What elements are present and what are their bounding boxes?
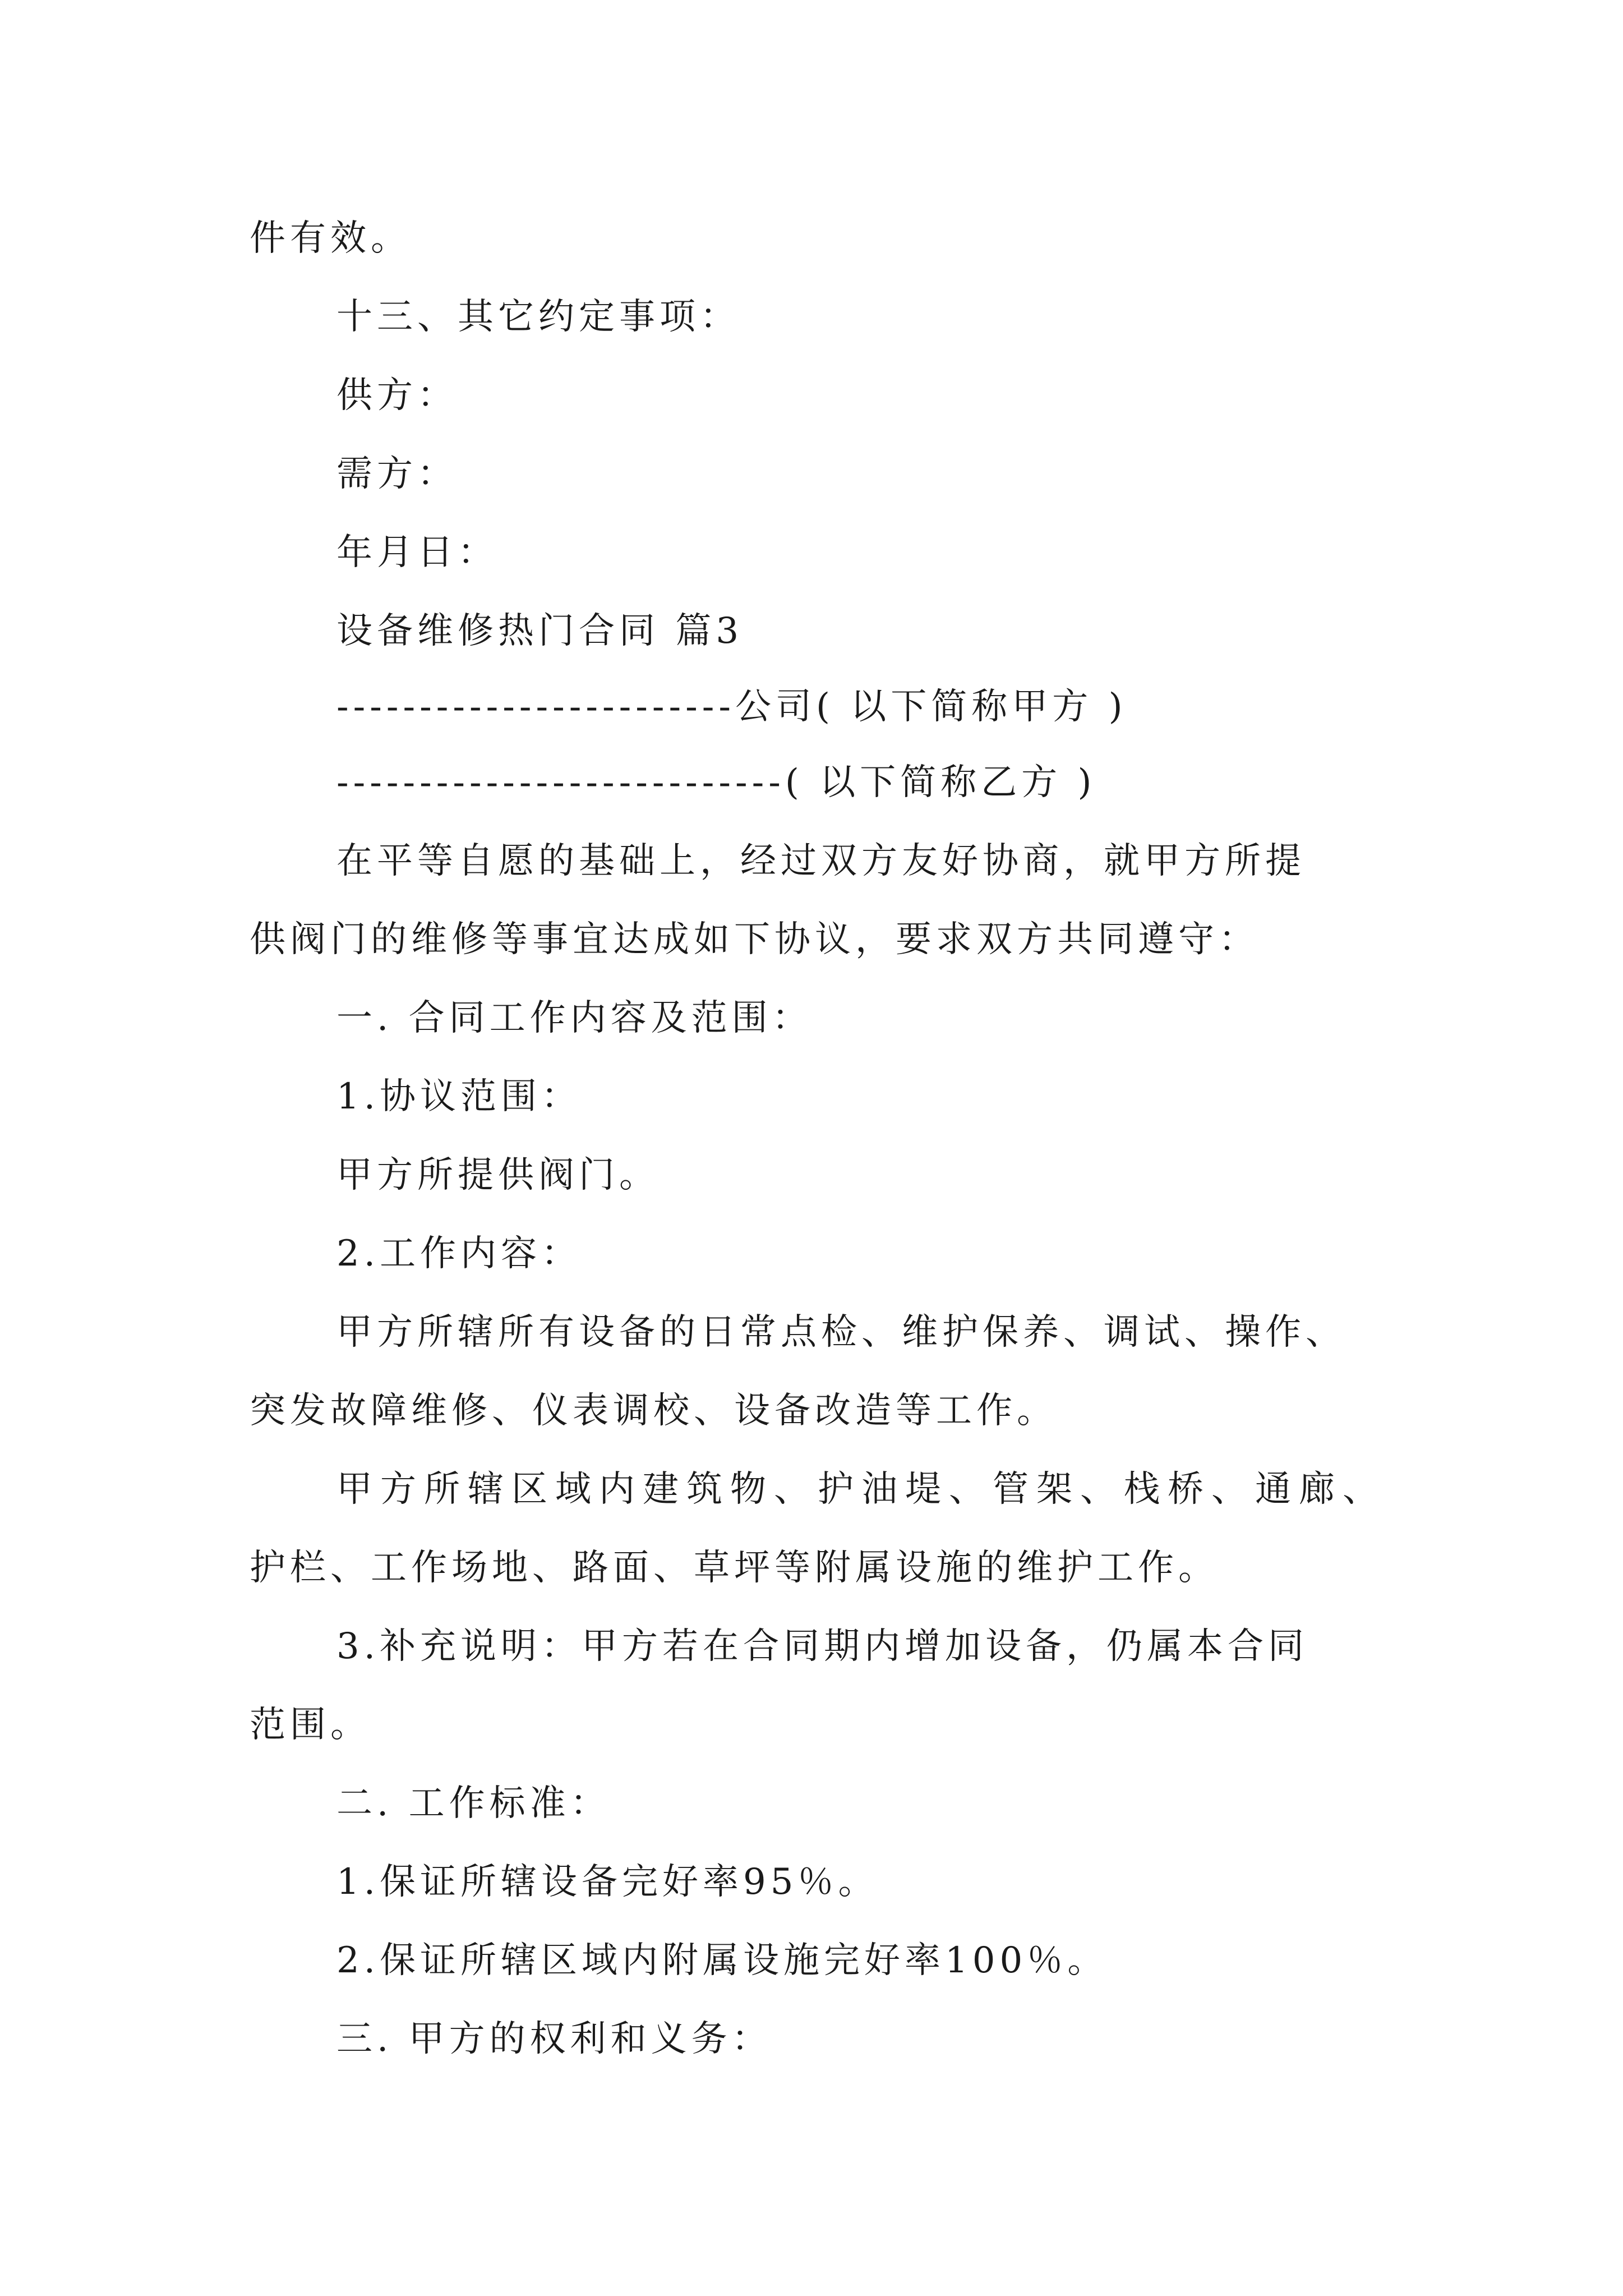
text-line: 3.补充说明：甲方若在合同期内增加设备，仍属本合同 — [336, 1626, 1309, 1667]
text-line: 2.保证所辖区域内附属设施完好率100％。 — [336, 1940, 1108, 1981]
party-a-line: ------------------------公司( 以下简称甲方 ) — [336, 686, 1127, 728]
text-line: 1.协议范围： — [336, 1076, 582, 1117]
text-line: 在平等自愿的基础上，经过双方友好协商，就甲方所提 — [336, 840, 1306, 882]
text-line: 供方： — [336, 375, 458, 416]
text-line: 需方： — [336, 453, 458, 495]
section-heading: 二. 工作标准： — [336, 1783, 611, 1824]
text-line: 供阀门的维修等事宜达成如下协议，要求双方共同遵守： — [250, 919, 1259, 960]
text-line: 甲方所提供阀门。 — [336, 1154, 660, 1196]
text-line: 件有效。 — [250, 218, 411, 259]
document-title: 设备维修热门合同 篇3 — [336, 610, 744, 652]
text-line: 范围。 — [250, 1704, 371, 1746]
text-line: 2.工作内容： — [336, 1233, 582, 1274]
section-heading: 一. 合同工作内容及范围： — [336, 997, 813, 1039]
section-heading: 三. 甲方的权利和义务： — [336, 2018, 772, 2060]
text-line: 1.保证所辖设备完好率95％。 — [336, 1861, 879, 1903]
section-heading: 十三、其它约定事项： — [336, 296, 740, 338]
text-line: 年月日： — [336, 532, 498, 573]
text-line: 甲方所辖区域内建筑物、护油堤、管架、栈桥、通廊、 — [336, 1469, 1386, 1510]
text-line: 甲方所辖所有设备的日常点检、维护保养、调试、操作、 — [336, 1312, 1346, 1353]
text-line: 护栏、工作场地、路面、草坪等附属设施的维护工作。 — [250, 1547, 1219, 1589]
text-line: 突发故障维修、仪表调校、设备改造等工作。 — [250, 1390, 1057, 1432]
party-b-line: ---------------------------( 以下简称乙方 ) — [336, 762, 1096, 803]
